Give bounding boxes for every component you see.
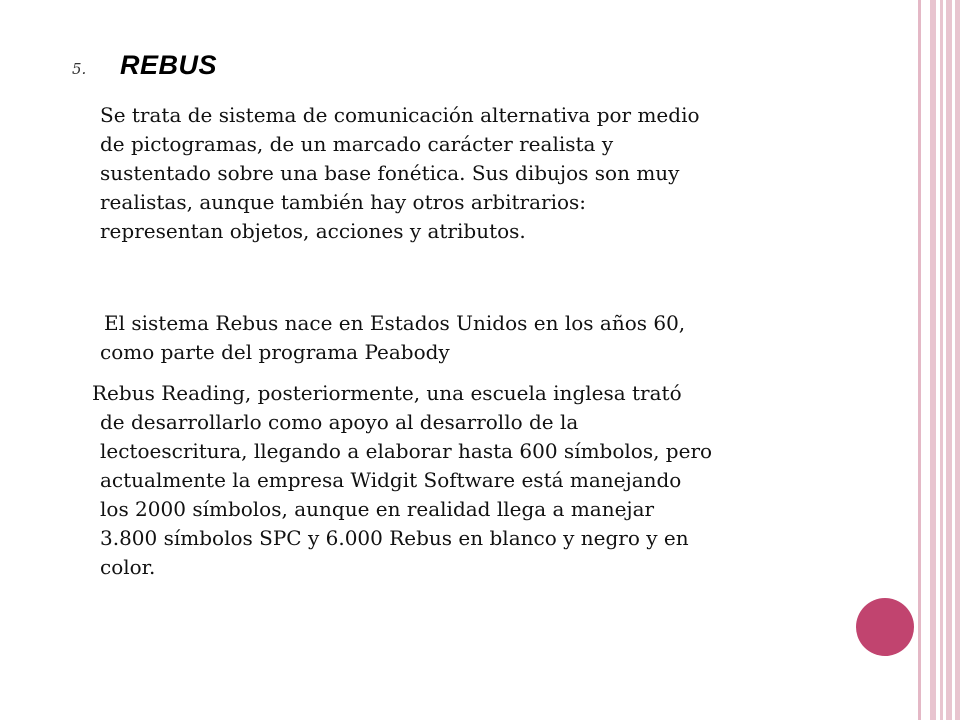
section-heading — [72, 50, 217, 81]
paragraph-origin — [100, 309, 685, 367]
text-line: lectoescritura, llegando a elaborar hasta 600 símbolos, pero — [100, 439, 713, 463]
border-band — [955, 0, 960, 720]
text-line: Rebus Reading, posteriormente, una escuela inglesa trató — [92, 381, 682, 405]
border-line — [918, 0, 921, 720]
text-line: sustentado sobre una base fonética. Sus dibujos son muy — [100, 161, 680, 185]
text-line: 3.800 símbolos SPC y 6.000 Rebus en blanco y negro y en — [100, 526, 689, 550]
border-band — [930, 0, 936, 720]
heading-title: REBUS — [120, 50, 218, 80]
paragraph-history — [92, 379, 713, 582]
text-line: color. — [100, 555, 156, 579]
accent-circle — [856, 598, 914, 656]
text-line: Se trata de sistema de comunicación alternativa por medio — [100, 103, 700, 127]
text-line: como parte del programa Peabody — [100, 340, 450, 364]
text-line: los 2000 símbolos, aunque en realidad llega a manejar — [100, 497, 655, 521]
text-line: El sistema Rebus nace en Estados Unidos en los años 60, — [104, 311, 686, 335]
text-line: realistas, aunque también hay otros arbitrarios: — [100, 190, 587, 214]
border-band — [940, 0, 943, 720]
text-line: representan objetos, acciones y atributos. — [100, 219, 526, 243]
border-band — [946, 0, 952, 720]
text-line: de pictogramas, de un marcado carácter realista y — [100, 132, 614, 156]
paragraph-definition — [100, 101, 700, 246]
text-line: de desarrollarlo como apoyo al desarrollo de la — [100, 410, 579, 434]
heading-number: 5. — [72, 60, 87, 78]
text-line: actualmente la empresa Widgit Software está manejando — [100, 468, 682, 492]
